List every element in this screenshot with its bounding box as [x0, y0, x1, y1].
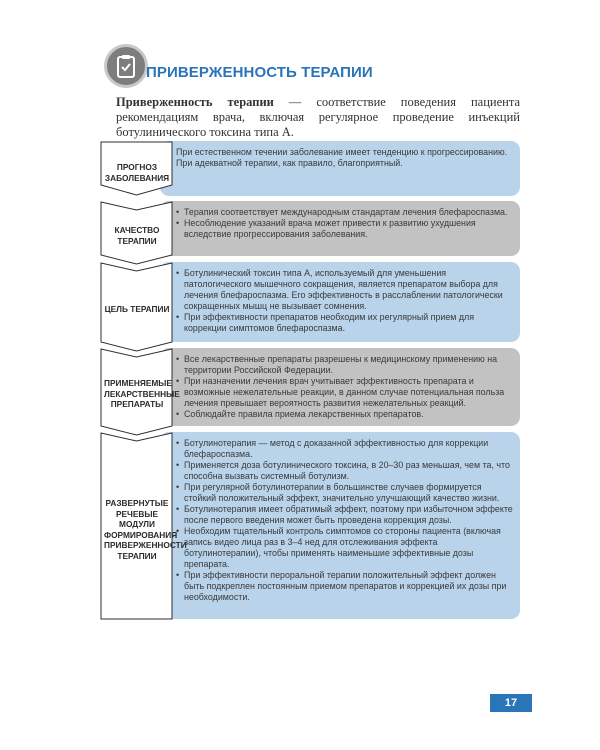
row-label: РАЗВЕРНУТЫЕ РЕЧЕВЫЕ МОДУЛИ ФОРМИРОВАНИЯ ПРИВЕРЖЕННОСТИ ТЕРАПИИ [104, 498, 187, 561]
row-text [176, 207, 514, 240]
row-medications [100, 348, 520, 426]
row-goal [100, 262, 520, 342]
row-label-arrow [100, 432, 187, 619]
row-label-arrow [100, 201, 172, 256]
row-item: • При эффективности препаратов необходим их регулярный прием для коррекции симптомов блефароспазма. [176, 312, 514, 334]
row-label: ПРОГНОЗ ЗАБОЛЕВАНИЯ [104, 162, 170, 183]
row-item: • Несоблюдение указаний врача может привести к развитию ухудшения вследствие прогрессирования заболевания. [176, 218, 514, 240]
row-item: • При эффективности пероральной терапии положительный эффект должен быть подкреплен постоянным приемом препаратов и коррекцией их дозы при необходимости. [176, 570, 514, 603]
row-prognosis [100, 141, 520, 196]
row-text [176, 147, 514, 169]
row-label-arrow [100, 141, 172, 196]
intro-paragraph [116, 95, 520, 140]
row-speech-modules [100, 432, 520, 619]
row-label-arrow [100, 262, 172, 342]
row-text [176, 438, 514, 603]
row-item: • Соблюдайте правила приема лекарственных препаратов. [176, 409, 514, 420]
row-item: • Необходим тщательный контроль симптомов со стороны пациента (включая запись видео лица раз в 3–4 нед для отслеживания эффекта ботулинотерапии), чтобы применять наименьшие эффективные дозы препарата. [176, 526, 514, 570]
page-title: ПРИВЕРЖЕННОСТЬ ТЕРАПИИ [146, 64, 373, 81]
row-label: ПРИМЕНЯЕМЫЕ ЛЕКАРСТВЕННЫЕ ПРЕПАРАТЫ [104, 378, 180, 409]
page-number: 17 [490, 694, 532, 712]
row-item: • Терапия соответствует международным стандартам лечения блефароспазма. [176, 207, 514, 218]
row-item: • При назначении лечения врач учитывает эффективность препарата и возможные нежелательные реакции, в данном случае потенциальная польза лечения превышает вероятность развития нежелательных реакций. [176, 376, 514, 409]
row-item: • Ботулинотерапия имеет обратимый эффект, поэтому при избыточном эффекте после первого введения может быть проведена коррекция дозы. [176, 504, 514, 526]
row-item: • Применяется доза ботулинического токсина, в 20–30 раз меньшая, чем та, что способна вызвать системный ботулизм. [176, 460, 514, 482]
row-label: ЦЕЛЬ ТЕРАПИИ [104, 304, 170, 314]
row-text [176, 268, 514, 334]
row-quality [100, 201, 520, 256]
row-item: • Ботулинотерапия — метод с доказанной эффективностью для коррекции блефароспазма. [176, 438, 514, 460]
clipboard-check-icon [104, 44, 148, 88]
row-label: КАЧЕСТВО ТЕРАПИИ [114, 225, 160, 246]
row-item: При естественном течении заболевание имеет тенденцию к прогрессированию. При адекватной терапии, как правило, благоприятный. [176, 147, 508, 168]
row-item: • При регулярной ботулинотерапии в большинстве случаев формируется стойкий положительный эффект, значительно улучшающий качество жизни. [176, 482, 514, 504]
row-item: • Все лекарственные препараты разрешены к медицинскому применению на территории Российской Федерации. [176, 354, 514, 376]
section-header [104, 44, 373, 94]
row-label-arrow [100, 348, 180, 426]
row-item: • Ботулинический токсин типа А, используемый для уменьшения патологического мышечного сокращения, является препаратом выбора для лечения блефароспазма. Его эффективность в расслаблении патологически сокращенных мышц не вызывает сомнения. [176, 268, 514, 312]
intro-definition: — соответствие поведения пациента рекомендациям врача, включая регулярное проведение инъекций ботулинического токсина типа А. [116, 95, 521, 139]
row-text [176, 354, 514, 420]
intro-term: Приверженность терапии [116, 95, 274, 109]
